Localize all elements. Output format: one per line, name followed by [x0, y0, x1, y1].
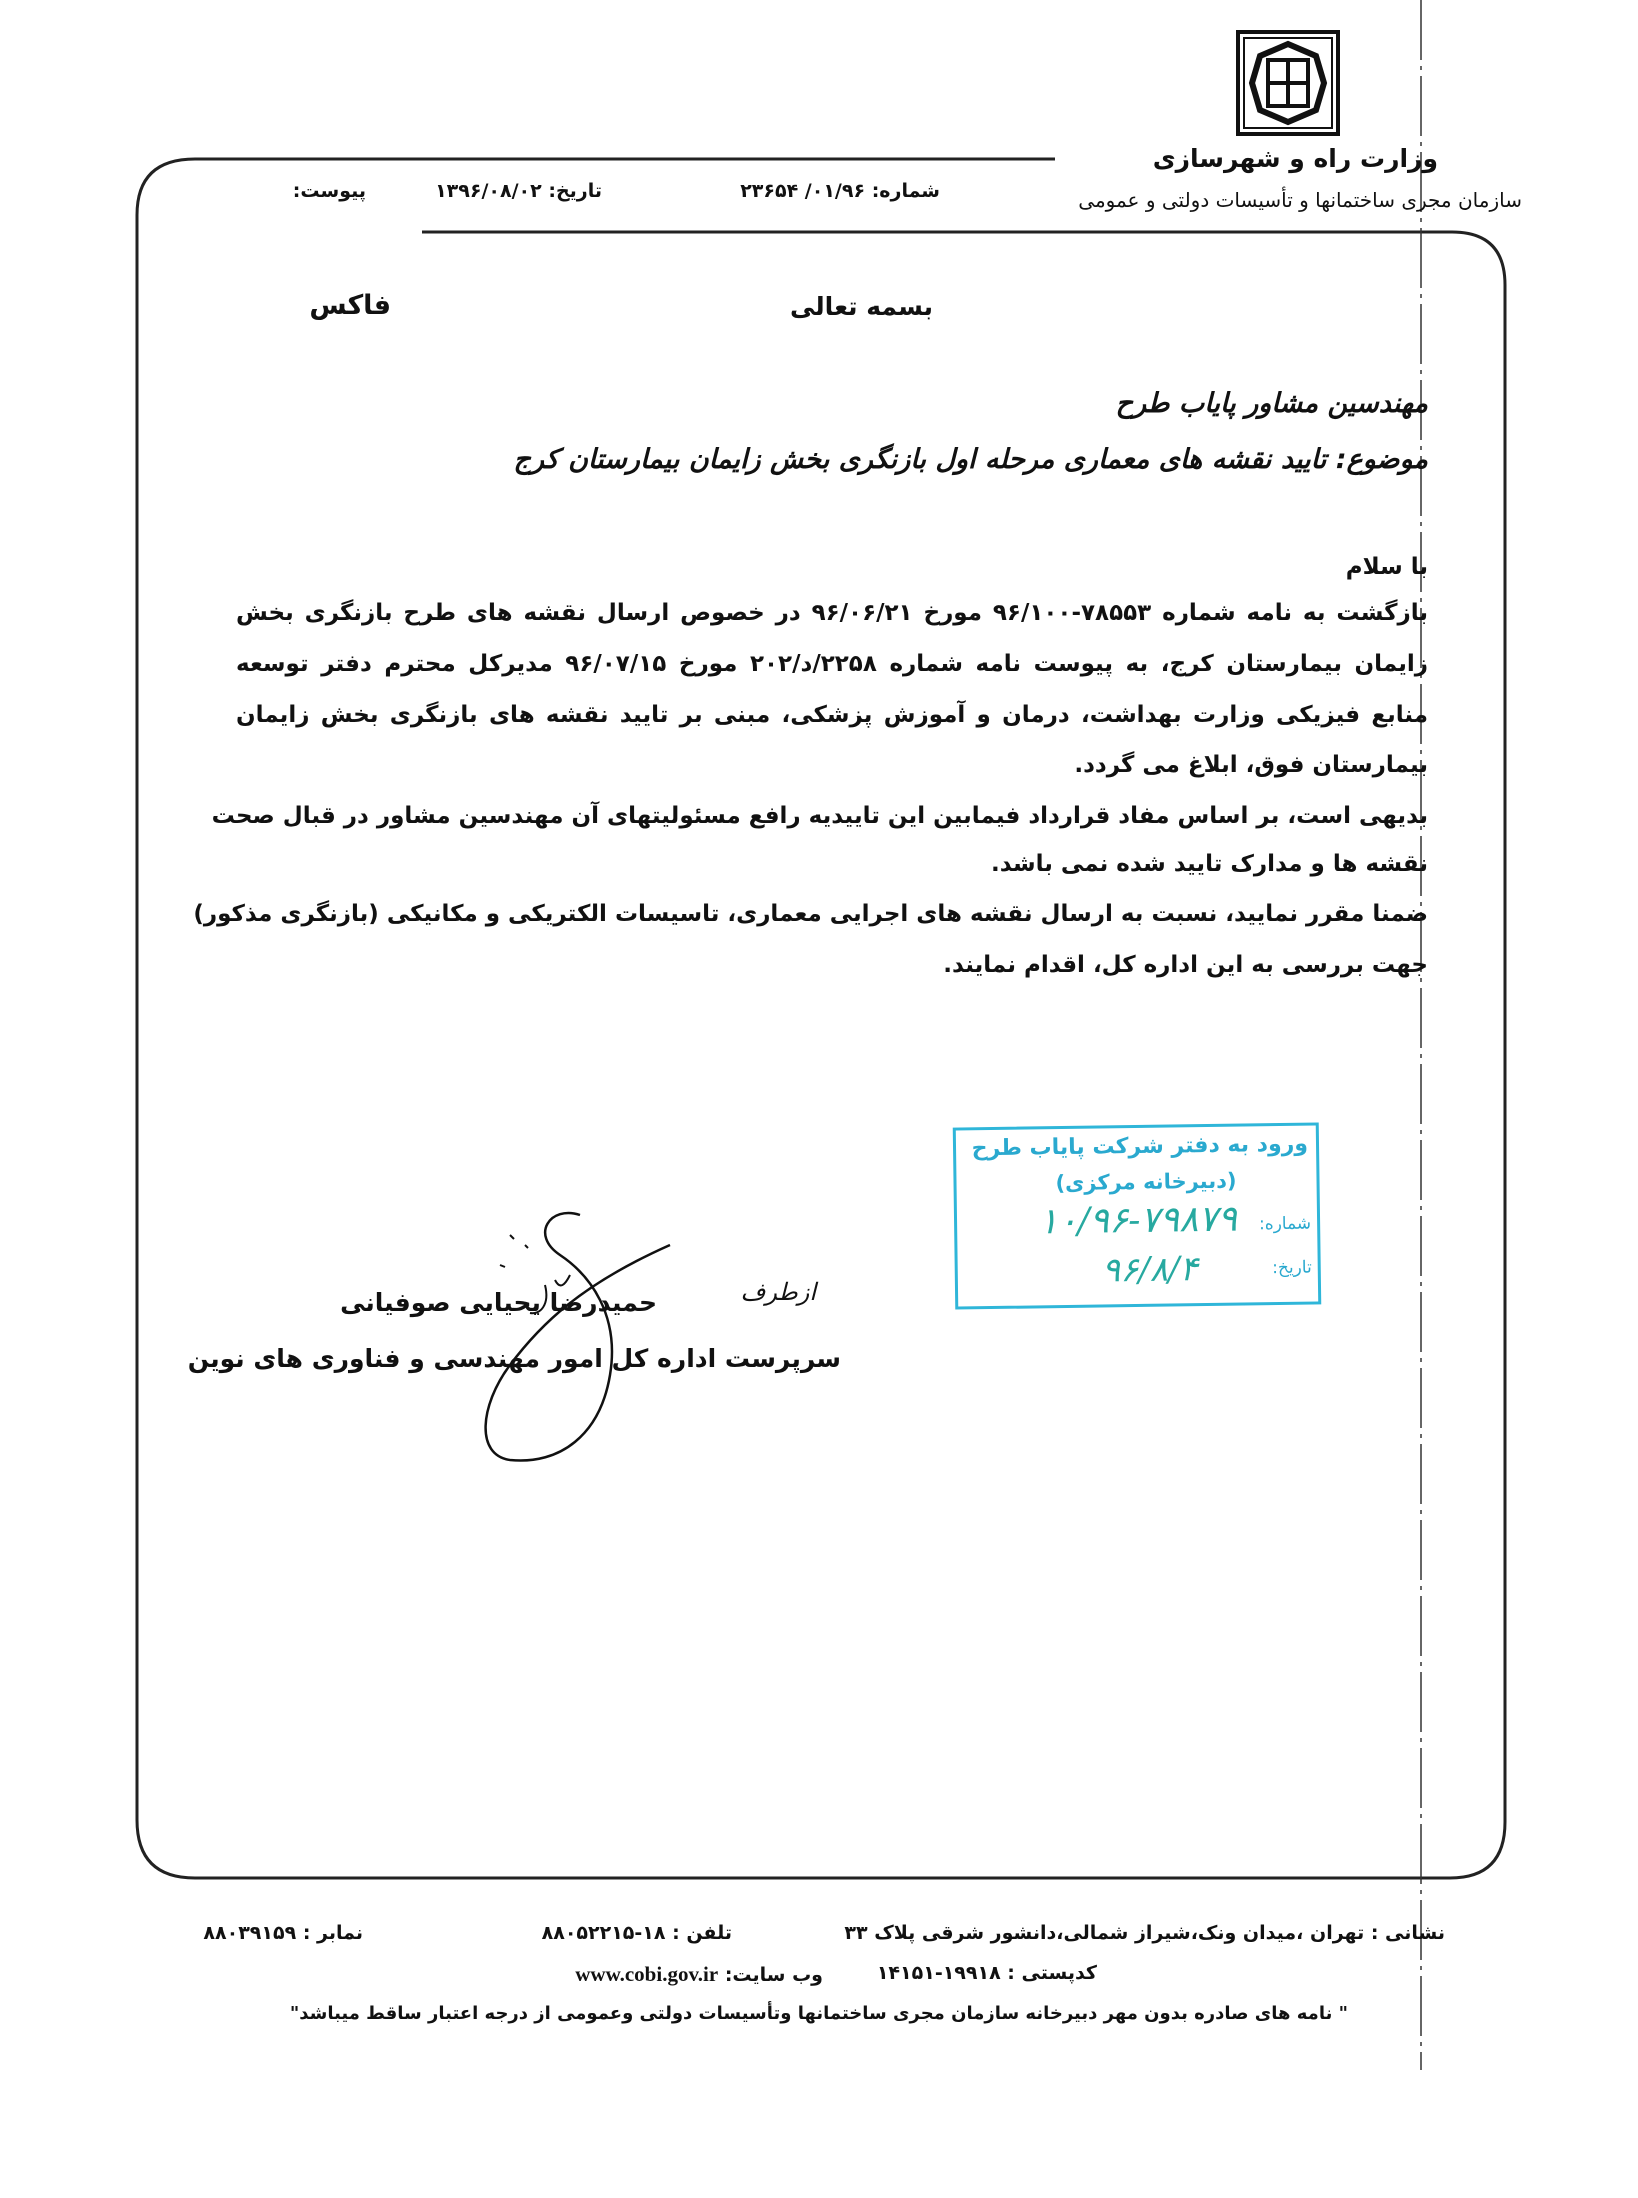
letter-date [435, 180, 602, 202]
footer-notice: " نامه های صادره بدون مهر دبیرخانه سازمان مجری ساختمانها وتأسیسات دولتی وعمومی از درجه اعتبار ساقط میباشد" [289, 2003, 1348, 2024]
stamp-number-value: ۱۰/۹۶-۷۹۸۷۹ [1038, 1198, 1238, 1243]
footer-postal-code: کدپستی : ۱۹۹۱۸-۱۴۱۵۱ [876, 1962, 1097, 1984]
body-line: جهت بررسی به این اداره کل، اقدام نمایند. [943, 952, 1428, 978]
footer-fax: نمابر : ۸۸۰۳۹۱۵۹ [203, 1922, 363, 1944]
footer-address: نشانی : تهران ،میدان ونک،شیراز شمالی،دانشور شرقی پلاک ۳۳ [844, 1922, 1445, 1944]
website-label: وب سایت: [724, 1964, 823, 1986]
body-line: منابع فیزیکی وزارت بهداشت، درمان و آموزش پزشکی، مبنی بر تایید نقشه های بازنگری بخش زایمان [236, 702, 1428, 728]
date-label: تاریخ: [548, 180, 602, 202]
on-behalf-handwritten: ازطرف [740, 1278, 816, 1306]
stamp-number-label: شماره: [1258, 1213, 1312, 1235]
stamp-subtitle: (دبیرخانه مرکزی) [1055, 1168, 1237, 1196]
stamp-title: ورود به دفتر شرکت پایاب طرح [971, 1131, 1309, 1162]
organization-name: سازمان مجری ساختمانها و تأسیسات دولتی و عمومی [1078, 188, 1522, 212]
footer-phone: تلفن : ۱۸-۸۸۰۵۲۲۱۵ [541, 1922, 732, 1944]
recipient: مهندسین مشاور پایاب طرح [1115, 388, 1428, 419]
attachment-label: پیوست: [292, 180, 366, 202]
signer-name: حمیدرضا یحیایی صوفیانی [340, 1288, 657, 1317]
subject: موضوع: تایید نقشه های معماری مرحله اول بازنگری بخش زایمان بیمارستان کرج [513, 444, 1428, 475]
basmala: بسمه تعالی [790, 292, 934, 321]
footer-website [575, 1962, 823, 1987]
date-value: ۱۳۹۶/۰۸/۰۲ [435, 180, 542, 202]
ministry-name: وزارت راه و شهرسازی [1152, 144, 1438, 173]
letter-number [740, 180, 940, 202]
stamp-date-value: ۹۶/۸/۴ [1101, 1249, 1199, 1291]
receipt-stamp [953, 1122, 1322, 1309]
ministry-logo [1236, 30, 1340, 136]
handwritten-signature [470, 1205, 690, 1470]
body-line: زایمان بیمارستان کرج، به پیوست نامه شماره ۲۲۵۸/د/۲۰۲ مورخ ۹۶/۰۷/۱۵ مدیرکل محترم دفتر توسعه [236, 651, 1428, 677]
stamp-date-label: تاریخ: [1272, 1257, 1312, 1279]
body-line: بدیهی است، بر اساس مفاد قرارداد فیمابین این تاییدیه رافع مسئولیتهای آن مهندسین مشاور در قبال صحت [211, 803, 1428, 829]
signer-title: سرپرست اداره کل امور مهندسی و فناوری های نوین [187, 1344, 841, 1373]
body-line: ضمنا مقرر نمایید، نسبت به ارسال نقشه های اجرایی معماری، تاسیسات الکتریکی و مکانیکی (بازنگری مذکور) [193, 901, 1428, 927]
website-link[interactable]: www.cobi.gov.ir [575, 1962, 719, 1986]
body-line: نقشه ها و مدارک تایید شده نمی باشد. [991, 851, 1428, 877]
body-line: بیمارستان فوق، ابلاغ می گردد. [1074, 752, 1428, 778]
letter-type: فاکس [309, 290, 391, 321]
body-line: بازگشت به نامه شماره ۷۸۵۵۳-۹۶/۱۰۰ مورخ ۹۶/۰۶/۲۱ در خصوص ارسال نقشه های طرح بازنگری بخش [236, 600, 1428, 626]
number-label: شماره: [871, 180, 940, 202]
number-value: ۰۱/۹۶/ ۲۳۶۵۴ [740, 180, 866, 202]
greeting: با سلام [1345, 554, 1428, 580]
